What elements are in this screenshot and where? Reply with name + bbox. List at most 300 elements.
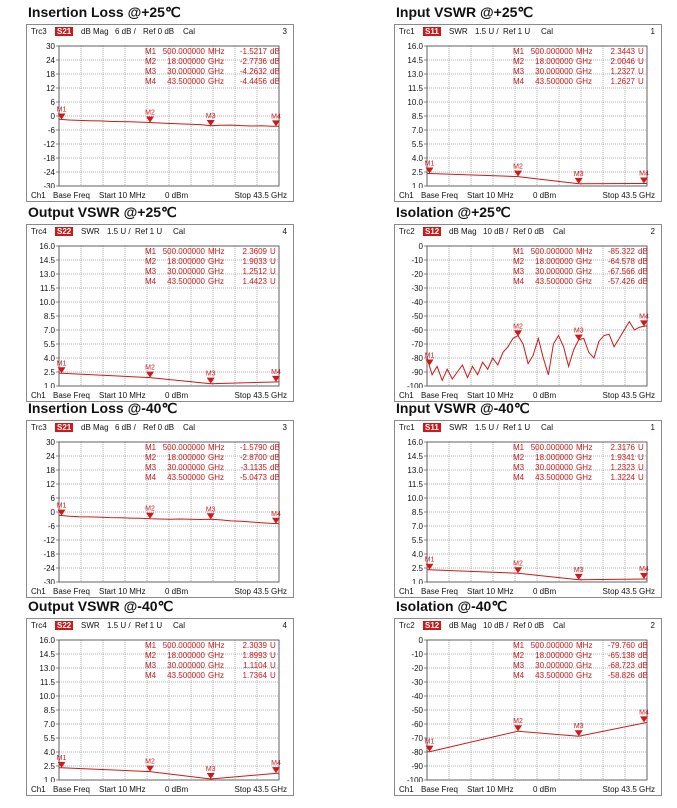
channel-number: 2 xyxy=(650,227,655,236)
footer-channel: Ch1 xyxy=(31,391,46,400)
marker-table-value-unit: U xyxy=(638,453,644,462)
marker-table-value-unit: dB xyxy=(638,661,648,670)
channel-number: 4 xyxy=(282,227,287,236)
marker-label: M3 xyxy=(573,566,584,574)
y-tick-label: 4.0 xyxy=(43,748,55,757)
marker-table-freq-unit: MHz xyxy=(208,443,225,452)
marker-label: M3 xyxy=(205,765,216,773)
y-tick-label: -40 xyxy=(411,692,423,701)
marker-table-label: M1 xyxy=(145,641,157,650)
y-tick-label: -30 xyxy=(43,578,55,584)
marker-table-value-unit: U xyxy=(270,247,276,256)
cal-label: Cal xyxy=(183,27,196,36)
y-tick-label: -60 xyxy=(411,326,423,335)
marker-table-value: -5.0473 xyxy=(239,473,267,482)
y-tick-label: 10.0 xyxy=(407,494,423,503)
marker-table-value-unit: U xyxy=(638,67,644,76)
y-tick-label: -6 xyxy=(47,126,55,135)
marker-triangle xyxy=(146,116,154,122)
format-label: dB Mag xyxy=(81,27,109,36)
marker-table-value-unit: U xyxy=(638,47,644,56)
y-tick-label: -30 xyxy=(411,678,423,687)
format-label: SWR xyxy=(449,423,468,432)
marker-table-value: 1.7364 xyxy=(242,671,267,680)
marker-label: M1 xyxy=(56,502,67,510)
marker-table-value: -58.826 xyxy=(607,671,635,680)
cal-label: Cal xyxy=(553,621,566,630)
trace-id: Trc1 xyxy=(399,27,415,36)
footer-mode: Base Freq xyxy=(53,391,90,400)
marker-table-label: M1 xyxy=(145,443,157,452)
chart-panel-input-vswr-25 xyxy=(394,4,662,200)
channel-number: 1 xyxy=(650,423,655,432)
plot-area xyxy=(27,436,293,584)
plot-area xyxy=(395,634,661,782)
channel-number: 1 xyxy=(650,27,655,36)
marker-label: M2 xyxy=(513,163,523,171)
marker-triangle xyxy=(207,378,215,384)
s-param-badge: S21 xyxy=(57,27,72,36)
marker-table-freq-unit: MHz xyxy=(576,443,593,452)
cal-label: Cal xyxy=(553,227,566,236)
marker-table-label: M1 xyxy=(513,443,525,452)
marker-table-value: -1.5217 xyxy=(239,47,267,56)
marker-table-value-unit: dB xyxy=(270,463,280,472)
analyzer-screen xyxy=(394,618,662,796)
marker-table-value: -65.138 xyxy=(607,651,635,660)
y-tick-label: 0 xyxy=(418,636,423,645)
y-tick-label: 6 xyxy=(50,98,55,107)
marker-table-label: M3 xyxy=(145,267,157,276)
marker-label: M2 xyxy=(513,323,523,331)
marker-table-label: M4 xyxy=(145,473,157,482)
marker-table-value: 1.9033 xyxy=(242,257,267,266)
footer-start: Start 10 MHz xyxy=(467,785,514,794)
marker-table-label: M2 xyxy=(145,57,157,66)
marker-table-freq: 500.000000 xyxy=(530,247,573,256)
format-label: SWR xyxy=(81,621,100,630)
y-tick-label: 5.5 xyxy=(43,340,55,349)
marker-table-freq-unit: GHz xyxy=(576,67,592,76)
y-tick-label: 4.0 xyxy=(43,354,55,363)
s-param-badge: S22 xyxy=(57,621,72,630)
y-tick-label: -80 xyxy=(411,354,423,363)
y-tick-label: 11.5 xyxy=(40,678,55,687)
trace-header xyxy=(31,227,289,238)
marker-label: M2 xyxy=(513,560,523,568)
channel-number: 2 xyxy=(650,621,655,630)
marker-table-label: M2 xyxy=(145,651,157,660)
y-tick-label: -24 xyxy=(43,168,55,177)
y-tick-label: 14.5 xyxy=(39,650,55,659)
marker-table-freq: 500.000000 xyxy=(162,641,205,650)
marker-table-value: 2.0046 xyxy=(610,57,635,66)
y-tick-label: 30 xyxy=(46,438,55,447)
y-tick-label: -70 xyxy=(411,340,423,349)
footer-power: 0 dBm xyxy=(533,391,557,400)
marker-table-value: 1.9341 xyxy=(610,453,635,462)
marker-triangle xyxy=(207,773,215,779)
marker-label: M1 xyxy=(424,160,435,168)
marker-triangle xyxy=(207,513,215,519)
y-tick-label: 11.5 xyxy=(408,84,423,93)
y-tick-label: -20 xyxy=(411,270,423,279)
plot-area xyxy=(395,436,661,584)
marker-table-label: M4 xyxy=(513,473,525,482)
s-param-badge: S22 xyxy=(57,227,72,236)
sweep-footer xyxy=(399,586,657,596)
marker-table-value: -85.322 xyxy=(607,247,635,256)
y-tick-label: -50 xyxy=(411,706,423,715)
y-tick-label: -12 xyxy=(43,140,55,149)
sweep-footer xyxy=(31,390,289,400)
marker-table-label: M2 xyxy=(145,453,157,462)
chart-panel-insertion-loss-25 xyxy=(26,4,294,200)
y-tick-label: 13.0 xyxy=(39,270,55,279)
y-tick-label: 1.0 xyxy=(411,578,423,584)
marker-table-value: 1.2627 xyxy=(610,77,635,86)
y-tick-label: 8.5 xyxy=(411,112,423,121)
y-tick-label: 1.0 xyxy=(43,776,55,782)
marker-table-label: M3 xyxy=(145,67,157,76)
s-param-badge: S11 xyxy=(425,27,439,36)
marker-triangle xyxy=(575,574,583,580)
y-tick-label: -10 xyxy=(411,650,423,659)
chart-panel-output-vswr-25 xyxy=(26,204,294,400)
chart-panel-insertion-loss-m40 xyxy=(26,400,294,596)
marker-table-freq: 18.000000 xyxy=(535,651,573,660)
marker-table-freq-unit: GHz xyxy=(576,453,592,462)
marker-table-label: M3 xyxy=(513,267,525,276)
marker-label: M3 xyxy=(573,170,584,178)
marker-table-freq: 18.000000 xyxy=(167,453,205,462)
marker-table-value-unit: U xyxy=(638,463,644,472)
marker-table-freq-unit: GHz xyxy=(576,77,592,86)
format-label: SWR xyxy=(449,27,468,36)
footer-stop: Stop 43.5 GHz xyxy=(234,391,287,400)
format-label: dB Mag xyxy=(449,621,477,630)
marker-table-value: 2.3039 xyxy=(242,641,267,650)
sweep-footer xyxy=(399,784,657,794)
sweep-footer xyxy=(31,586,289,596)
scale-label: 1.5 U / xyxy=(107,621,131,630)
marker-table-value-unit: U xyxy=(270,641,276,650)
marker-table-label: M1 xyxy=(513,247,525,256)
marker-table-label: M4 xyxy=(145,277,157,286)
marker-table-freq: 500.000000 xyxy=(530,47,573,56)
marker-table-value-unit: U xyxy=(270,267,276,276)
footer-start: Start 10 MHz xyxy=(99,587,146,596)
chart-panel-output-vswr-m40 xyxy=(26,598,294,794)
y-tick-label: 5.5 xyxy=(411,536,423,545)
plot-area xyxy=(27,40,293,188)
marker-table-value-unit: dB xyxy=(270,47,280,56)
marker-table-freq-unit: GHz xyxy=(576,473,592,482)
scale-label: 10 dB / xyxy=(483,227,509,236)
marker-table-freq-unit: GHz xyxy=(208,661,224,670)
scale-label: 1.5 U / xyxy=(475,423,499,432)
marker-table-freq-unit: MHz xyxy=(576,247,593,256)
marker-table-label: M3 xyxy=(513,463,525,472)
y-tick-label: 13.0 xyxy=(407,70,423,79)
marker-table-label: M2 xyxy=(513,651,525,660)
footer-mode: Base Freq xyxy=(53,785,90,794)
y-tick-label: 6 xyxy=(50,494,55,503)
marker-table-freq: 43.500000 xyxy=(535,277,573,286)
y-tick-label: 5.5 xyxy=(411,140,423,149)
y-tick-label: 2.5 xyxy=(411,168,423,177)
y-tick-label: -30 xyxy=(411,284,423,293)
marker-table-freq: 43.500000 xyxy=(535,473,573,482)
marker-table-label: M4 xyxy=(145,671,157,680)
marker-table-freq: 43.500000 xyxy=(167,473,205,482)
trace-header xyxy=(399,423,657,434)
marker-table-freq: 30.000000 xyxy=(535,661,573,670)
footer-stop: Stop 43.5 GHz xyxy=(602,785,655,794)
y-tick-label: 10.0 xyxy=(407,98,423,107)
marker-table-value-unit: U xyxy=(270,671,276,680)
sweep-footer xyxy=(31,784,289,794)
y-tick-label: -30 xyxy=(43,182,55,188)
marker-table-freq: 500.000000 xyxy=(530,443,573,452)
marker-label: M4 xyxy=(639,565,649,573)
chart-panel-isolation-m40 xyxy=(394,598,662,794)
marker-table-value-unit: dB xyxy=(270,67,280,76)
marker-table-value-unit: U xyxy=(270,257,276,266)
footer-mode: Base Freq xyxy=(421,391,458,400)
marker-label: M4 xyxy=(639,313,649,321)
marker-table-label: M1 xyxy=(145,47,157,56)
marker-label: M3 xyxy=(205,370,216,378)
marker-table-label: M2 xyxy=(145,257,157,266)
y-tick-label: 2.5 xyxy=(43,762,55,771)
y-tick-label: 0 xyxy=(50,112,55,121)
marker-table-freq-unit: GHz xyxy=(208,453,224,462)
marker-triangle xyxy=(514,171,522,177)
marker-table-freq-unit: MHz xyxy=(208,247,225,256)
channel-number: 4 xyxy=(282,621,287,630)
scale-label: 10 dB / xyxy=(483,621,509,630)
marker-triangle xyxy=(514,330,522,336)
y-tick-label: -100 xyxy=(406,382,423,388)
marker-table-freq: 500.000000 xyxy=(530,641,573,650)
y-tick-label: 18 xyxy=(46,70,55,79)
marker-table-freq-unit: MHz xyxy=(208,641,225,650)
marker-table-value-unit: dB xyxy=(638,257,648,266)
y-tick-label: 16.0 xyxy=(407,438,423,447)
marker-table-value-unit: U xyxy=(638,473,644,482)
marker-table-freq-unit: MHz xyxy=(576,641,593,650)
marker-table-freq-unit: GHz xyxy=(208,77,224,86)
y-tick-label: -50 xyxy=(411,312,423,321)
marker-table-freq-unit: GHz xyxy=(208,267,224,276)
marker-table-label: M1 xyxy=(513,641,525,650)
y-tick-label: -100 xyxy=(406,776,423,782)
marker-table-value-unit: U xyxy=(270,661,276,670)
channel-number: 3 xyxy=(282,423,287,432)
y-tick-label: -70 xyxy=(411,734,423,743)
marker-table-freq: 30.000000 xyxy=(167,267,205,276)
trace-id: Trc2 xyxy=(399,621,415,630)
marker-label: M4 xyxy=(639,170,649,178)
sweep-footer xyxy=(31,190,289,200)
marker-label: M2 xyxy=(145,758,155,766)
footer-start: Start 10 MHz xyxy=(467,191,514,200)
y-tick-label: 10.0 xyxy=(39,298,55,307)
marker-table-value: -2.8700 xyxy=(239,453,267,462)
s-param-badge: S12 xyxy=(425,227,440,236)
marker-table-value-unit: dB xyxy=(638,641,648,650)
analyzer-screen xyxy=(394,24,662,202)
marker-table-value: 1.4423 xyxy=(242,277,267,286)
marker-table-label: M2 xyxy=(513,57,525,66)
marker-table-freq: 30.000000 xyxy=(535,67,573,76)
y-tick-label: 14.5 xyxy=(407,56,423,65)
marker-table-value-unit: dB xyxy=(270,473,280,482)
cal-label: Cal xyxy=(541,423,554,432)
y-tick-label: -90 xyxy=(411,762,423,771)
plot-area xyxy=(395,40,661,188)
marker-table-freq: 500.000000 xyxy=(162,47,205,56)
y-tick-label: 7.0 xyxy=(411,522,423,531)
footer-mode: Base Freq xyxy=(421,785,458,794)
marker-table-value-unit: U xyxy=(638,443,644,452)
marker-table-freq-unit: GHz xyxy=(576,257,592,266)
marker-table-freq: 43.500000 xyxy=(167,77,205,86)
y-tick-label: 7.0 xyxy=(43,720,55,729)
y-tick-label: 16.0 xyxy=(407,42,423,51)
marker-table-label: M1 xyxy=(145,247,157,256)
cal-label: Cal xyxy=(173,621,186,630)
footer-power: 0 dBm xyxy=(165,191,189,200)
trace-id: Trc4 xyxy=(31,621,47,630)
marker-table-freq: 30.000000 xyxy=(535,463,573,472)
marker-table-value-unit: dB xyxy=(270,443,280,452)
marker-table-value-unit: dB xyxy=(638,651,648,660)
cal-label: Cal xyxy=(541,27,554,36)
footer-channel: Ch1 xyxy=(31,785,46,794)
marker-table-label: M4 xyxy=(145,77,157,86)
marker-table-value: -4.4456 xyxy=(239,77,267,86)
footer-stop: Stop 43.5 GHz xyxy=(234,785,287,794)
marker-table-value: 2.3609 xyxy=(242,247,267,256)
trace-id: Trc1 xyxy=(399,423,415,432)
y-tick-label: 11.5 xyxy=(408,480,423,489)
trace-header xyxy=(399,227,657,238)
marker-label: M1 xyxy=(56,106,67,114)
marker-table-value: -1.5790 xyxy=(239,443,267,452)
marker-label: M2 xyxy=(513,718,523,726)
marker-table-value-unit: U xyxy=(270,277,276,286)
trace-line xyxy=(59,765,279,779)
ref-label: Ref 1 U xyxy=(135,621,163,630)
marker-table-value-unit: dB xyxy=(270,453,280,462)
plot-area xyxy=(27,634,293,782)
marker-table-freq-unit: GHz xyxy=(208,651,224,660)
marker-label: M4 xyxy=(271,760,281,768)
marker-table-freq-unit: GHz xyxy=(208,277,224,286)
marker-table-freq-unit: GHz xyxy=(208,671,224,680)
cal-label: Cal xyxy=(173,227,186,236)
y-tick-label: -80 xyxy=(411,748,423,757)
marker-label: M1 xyxy=(424,352,435,360)
footer-power: 0 dBm xyxy=(165,587,189,596)
marker-table-freq: 30.000000 xyxy=(167,67,205,76)
chart-panel-isolation-25 xyxy=(394,204,662,400)
y-tick-label: 10.0 xyxy=(39,692,55,701)
marker-table-freq: 18.000000 xyxy=(167,257,205,266)
y-tick-label: -6 xyxy=(47,522,55,531)
y-tick-label: -10 xyxy=(411,256,423,265)
marker-table-freq: 30.000000 xyxy=(167,661,205,670)
marker-table-label: M4 xyxy=(513,77,525,86)
marker-table-freq: 500.000000 xyxy=(162,443,205,452)
chart-title: Output VSWR @+25℃ xyxy=(28,204,177,220)
ref-label: Ref 1 U xyxy=(503,27,531,36)
footer-mode: Base Freq xyxy=(53,587,90,596)
footer-stop: Stop 43.5 GHz xyxy=(602,191,655,200)
scale-label: 1.5 U / xyxy=(107,227,131,236)
marker-table-value: -3.1135 xyxy=(240,463,267,472)
footer-start: Start 10 MHz xyxy=(99,785,146,794)
y-tick-label: 14.5 xyxy=(39,256,55,265)
marker-table-freq: 500.000000 xyxy=(162,247,205,256)
footer-start: Start 10 MHz xyxy=(467,391,514,400)
marker-label: M4 xyxy=(271,113,281,121)
marker-label: M3 xyxy=(205,506,216,514)
marker-table-value-unit: U xyxy=(270,651,276,660)
trace-header xyxy=(399,621,657,632)
marker-table-label: M3 xyxy=(513,67,525,76)
marker-triangle xyxy=(575,335,583,341)
marker-table-value: -57.426 xyxy=(607,277,635,286)
footer-start: Start 10 MHz xyxy=(467,587,514,596)
footer-power: 0 dBm xyxy=(533,785,557,794)
analyzer-screen xyxy=(26,24,294,202)
trace-header xyxy=(31,27,289,38)
marker-table-value: -2.7736 xyxy=(239,57,267,66)
footer-stop: Stop 43.5 GHz xyxy=(602,587,655,596)
marker-table-value: 1.2512 xyxy=(242,267,267,276)
marker-table-freq: 18.000000 xyxy=(167,57,205,66)
y-tick-label: 12 xyxy=(46,480,55,489)
trace-id: Trc3 xyxy=(31,27,47,36)
marker-label: M4 xyxy=(639,709,649,717)
marker-table-value-unit: dB xyxy=(638,247,648,256)
sweep-footer xyxy=(399,390,657,400)
y-tick-label: -90 xyxy=(411,368,423,377)
marker-table-freq-unit: GHz xyxy=(576,277,592,286)
marker-table-label: M4 xyxy=(513,671,525,680)
marker-table-label: M2 xyxy=(513,453,525,462)
footer-start: Start 10 MHz xyxy=(99,391,146,400)
ref-label: Ref 0 dB xyxy=(513,227,545,236)
marker-table-freq: 30.000000 xyxy=(167,463,205,472)
marker-table-value: -4.2632 xyxy=(239,67,267,76)
scale-label: 6 dB / xyxy=(115,27,136,36)
trace-id: Trc3 xyxy=(31,423,47,432)
footer-channel: Ch1 xyxy=(399,587,414,596)
marker-table-value-unit: dB xyxy=(638,671,648,680)
chart-panel-input-vswr-m40 xyxy=(394,400,662,596)
footer-power: 0 dBm xyxy=(533,191,557,200)
analyzer-screen xyxy=(26,224,294,402)
ref-label: Ref 1 U xyxy=(135,227,163,236)
y-tick-label: 7.0 xyxy=(411,126,423,135)
marker-table-label: M2 xyxy=(513,257,525,266)
trace-id: Trc2 xyxy=(399,227,415,236)
marker-table-freq-unit: GHz xyxy=(576,57,592,66)
